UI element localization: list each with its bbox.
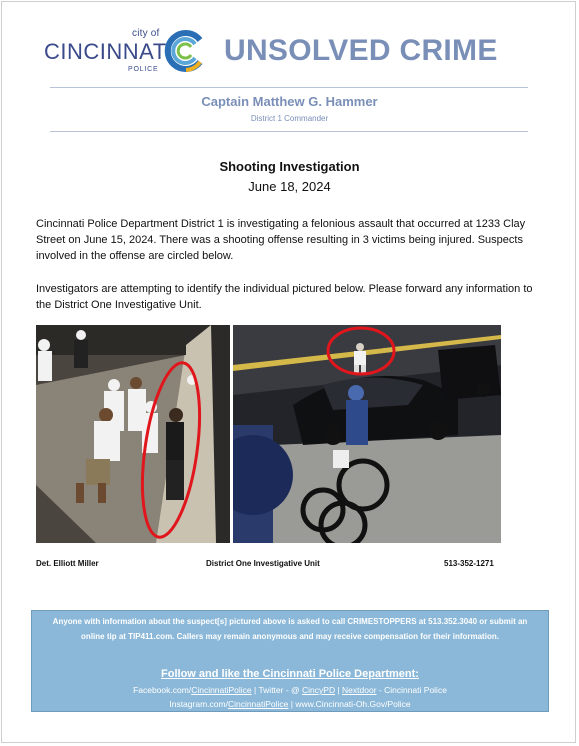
instagram-prefix: Instagram.com/ xyxy=(169,699,228,709)
investigation-date: June 18, 2024 xyxy=(248,179,331,194)
instagram-link[interactable]: CincinnatiPolice xyxy=(227,699,289,709)
social-links-line2 xyxy=(32,697,548,712)
captain-name: Captain Matthew G. Hammer xyxy=(201,94,378,109)
nextdoor-suffix: - Cincinnati Police xyxy=(376,685,447,695)
page-title: UNSOLVED CRIME xyxy=(224,34,498,67)
social-links-line1 xyxy=(32,683,548,698)
request-paragraph: Investigators are attempting to identify the individual pictured below. Please forward any information to the District One Investigative Unit. xyxy=(36,283,533,311)
logo-police: POLICE xyxy=(128,66,159,73)
separator: | xyxy=(335,685,343,695)
crimestoppers-message: Anyone with information about the suspect[s] pictured above is asked to call CRIMESTOPPERS at 513.352.3040 or submit an online tip at TIP411.com. Callers may remain anonymous and may receive compensation for their information. xyxy=(52,617,528,641)
twitter-prefix: | Twitter - @ xyxy=(251,685,303,695)
logo-c-emblem-icon xyxy=(162,28,208,74)
follow-heading: Follow and like the Cincinnati Police Department: xyxy=(161,668,419,680)
crimestoppers-info-box xyxy=(31,610,549,712)
nextdoor-link[interactable]: Nextdoor xyxy=(342,685,377,695)
twitter-link[interactable]: CincyPD xyxy=(302,685,336,695)
captain-role: District 1 Commander xyxy=(250,114,329,123)
contact-phone: 513-352-1271 xyxy=(444,559,494,568)
facebook-link[interactable]: CincinnatiPolice xyxy=(191,685,252,695)
logo-wordmark: CINCINNATI xyxy=(44,39,174,64)
detective-name: Det. Elliott Miller xyxy=(36,559,99,568)
investigative-unit: District One Investigative Unit xyxy=(206,559,320,568)
cincinnati-police-logo xyxy=(44,28,214,76)
header-divider-bottom xyxy=(50,131,528,132)
surveillance-photo-left xyxy=(36,325,230,543)
surveillance-photo-right xyxy=(233,325,501,543)
incident-paragraph: Cincinnati Police Department District 1 is investigating a felonious assault that occurred at 1233 Clay Street on June 15, 2024. There was a shooting offense resulting in 3 victims being injured. Suspects involved in the offense are circled below. xyxy=(36,218,526,262)
header-divider-top xyxy=(50,87,528,88)
facebook-prefix: Facebook.com/ xyxy=(133,685,192,695)
investigation-title: Shooting Investigation xyxy=(219,159,360,174)
logo-city-of: city of xyxy=(132,28,160,39)
website-link[interactable]: | www.Cincinnati-Oh.Gov/Police xyxy=(288,699,411,709)
